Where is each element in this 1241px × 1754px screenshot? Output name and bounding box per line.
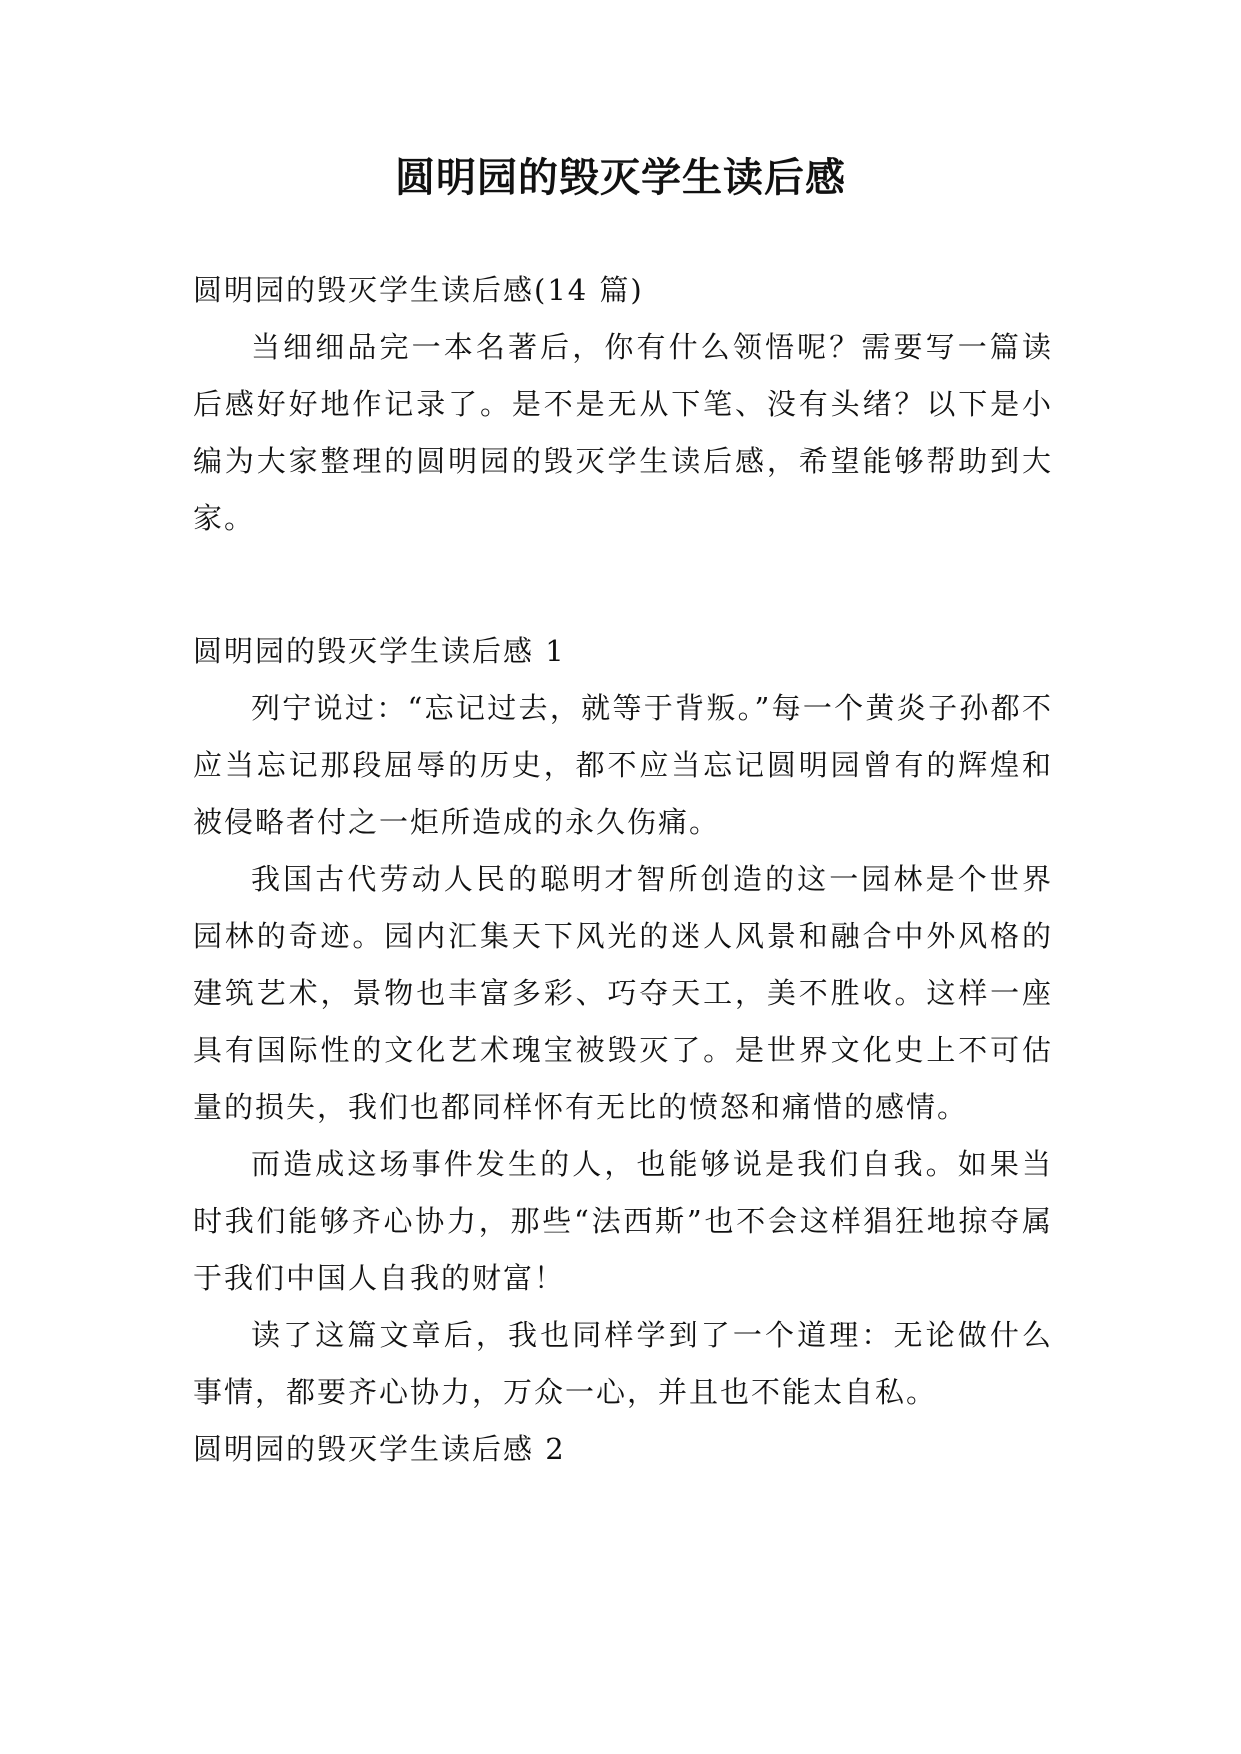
section-heading-2: 圆明园的毁灭学生读后感 2 — [193, 1432, 566, 1466]
section1-paragraph-3: 而造成这场事件发生的人，也能够说是我们自我。如果当时我们能够齐心协力，那些“法西斯”也不会这样猖狂地掠夺属于我们中国人自我的财富！ — [193, 1147, 1053, 1295]
section1-paragraph-1: 列宁说过：“忘记过去，就等于背叛。”每一个黄炎子孙都不应当忘记那段屈辱的历史，都不应当忘记圆明园曾有的辉煌和被侵略者付之一炬所造成的永久伤痛。 — [193, 691, 1053, 839]
page-title: 圆明园的毁灭学生读后感 — [395, 155, 846, 201]
section1-paragraph-4: 读了这篇文章后，我也同样学到了一个道理：无论做什么事情，都要齐心协力，万众一心，并且也不能太自私。 — [193, 1318, 1053, 1409]
document-body — [193, 262, 1053, 1478]
section-heading-1: 圆明园的毁灭学生读后感 1 — [193, 634, 566, 668]
intro-paragraph: 当细细品完一本名著后，你有什么领悟呢？需要写一篇读后感好好地作记录了。是不是无从下笔、没有头绪？以下是小编为大家整理的圆明园的毁灭学生读后感，希望能够帮助到大家。 — [193, 330, 1053, 535]
section1-paragraph-2: 我国古代劳动人民的聪明才智所创造的这一园林是个世界园林的奇迹。园内汇集天下风光的迷人风景和融合中外风格的建筑艺术，景物也丰富多彩、巧夺天工，美不胜收。这样一座具有国际性的文化艺术瑰宝被毁灭了。是世界文化史上不可估量的损失，我们也都同样怀有无比的愤怒和痛惜的感情。 — [193, 862, 1053, 1124]
document-subtitle: 圆明园的毁灭学生读后感(14 篇) — [193, 273, 644, 307]
